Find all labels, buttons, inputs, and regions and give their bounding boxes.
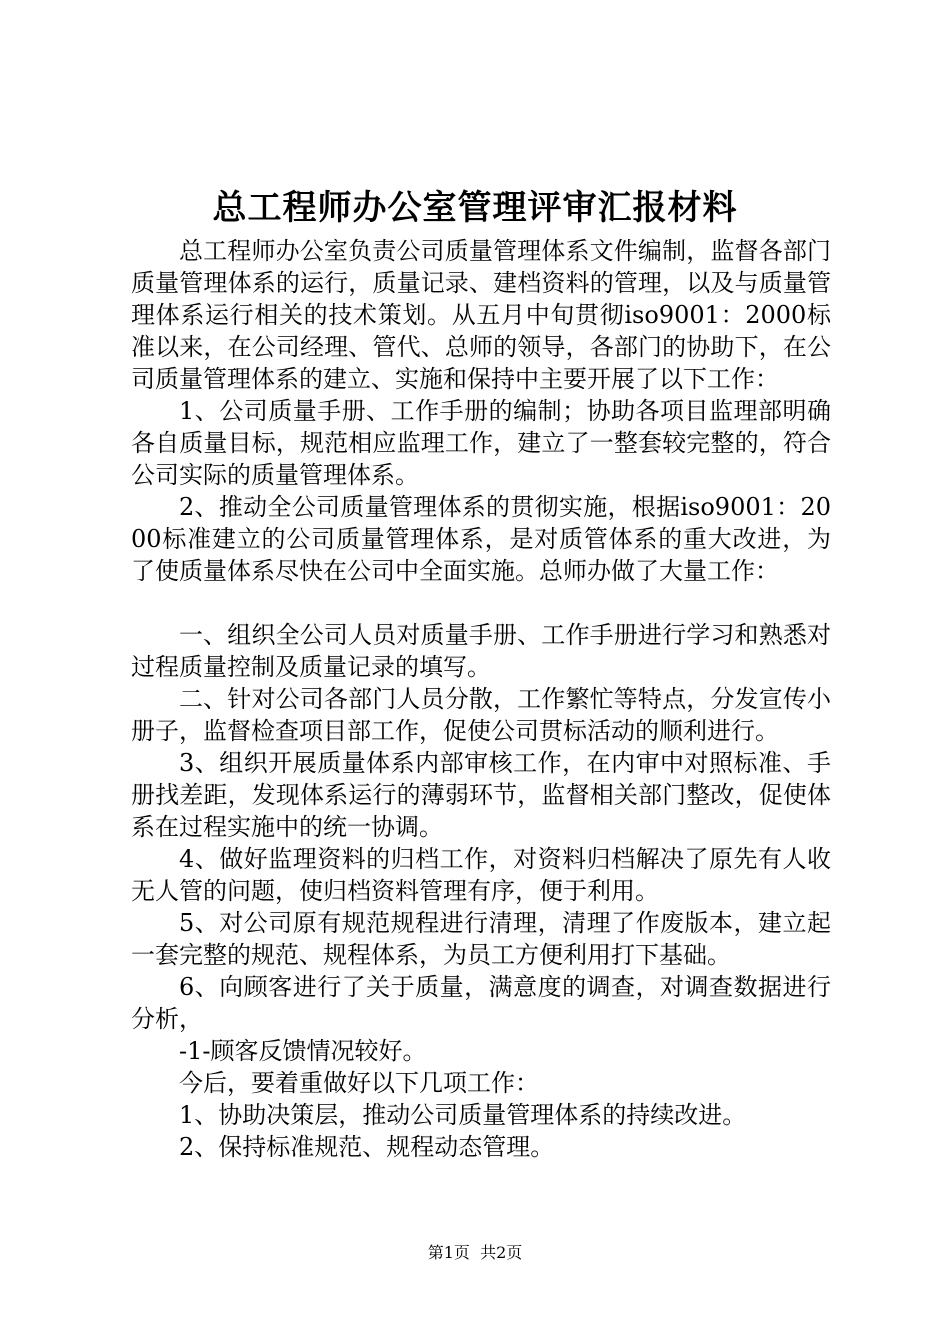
- page-number: 第1页: [427, 1243, 470, 1262]
- paragraph-subitem-2: 二、针对公司各部门人员分散，工作繁忙等特点，分发宣传小册子，监督检查项目部工作，促使公司贯标活动的顺利进行。: [131, 685, 831, 745]
- page-total: 共2页: [480, 1243, 523, 1262]
- paragraph-intro: 总工程师办公室负责公司质量管理体系文件编制，监督各部门质量管理体系的运行，质量记录、建档资料的管理，以及与质量管理体系运行相关的技术策划。从五月中旬贯彻iso9001：2000标准以来，在公司经理、管代、总师的领导，各部门的协助下，在公司质量管理体系的建立、实施和保持中主要开展了以下工作：: [131, 237, 831, 393]
- paragraph-item-3: 3、组织开展质量体系内部审核工作，在内审中对照标准、手册找差距，发现体系运行的薄弱环节，监督相关部门整改，促使体系在过程实施中的统一协调。: [131, 749, 831, 841]
- paragraph-item-2: 2、推动全公司质量管理体系的贯彻实施，根据iso9001：2000标准建立的公司质量管理体系，是对质管体系的重大改进，为了使质量体系尽快在公司中全面实施。总师办做了大量工作：: [131, 493, 831, 585]
- paragraph-future-1: 1、协助决策层，推动公司质量管理体系的持续改进。: [179, 1101, 747, 1129]
- paragraph-item-1: 1、公司质量手册、工作手册的编制；协助各项目监理部明确各自质量目标，规范相应监理工作，建立了一整套较完整的，符合公司实际的质量管理体系。: [131, 397, 831, 489]
- document-body: [131, 235, 831, 1163]
- paragraph-item-5: 5、对公司原有规范规程进行清理，清理了作废版本，建立起一套完整的规范、规程体系，为员工方便利用打下基础。: [131, 909, 831, 969]
- document-title: 总工程师办公室管理评审汇报材料: [212, 188, 738, 228]
- paragraph-feedback: -1-顾客反馈情况较好。: [179, 1037, 427, 1065]
- paragraph-subitem-1: 一、组织全公司人员对质量手册、工作手册进行学习和熟悉对过程质量控制及质量记录的填写。: [131, 621, 831, 681]
- page-footer: [0, 1242, 950, 1264]
- paragraph-item-6: 6、向顾客进行了关于质量，满意度的调查，对调查数据进行分析，: [131, 973, 831, 1033]
- paragraph-future-2: 2、保持标准规范、规程动态管理。: [179, 1133, 555, 1161]
- paragraph-future-intro: 今后，要着重做好以下几项工作：: [179, 1069, 539, 1097]
- paragraph-item-4: 4、做好监理资料的归档工作，对资料归档解决了原先有人收无人管的问题，使归档资料管理有序，便于利用。: [131, 845, 831, 905]
